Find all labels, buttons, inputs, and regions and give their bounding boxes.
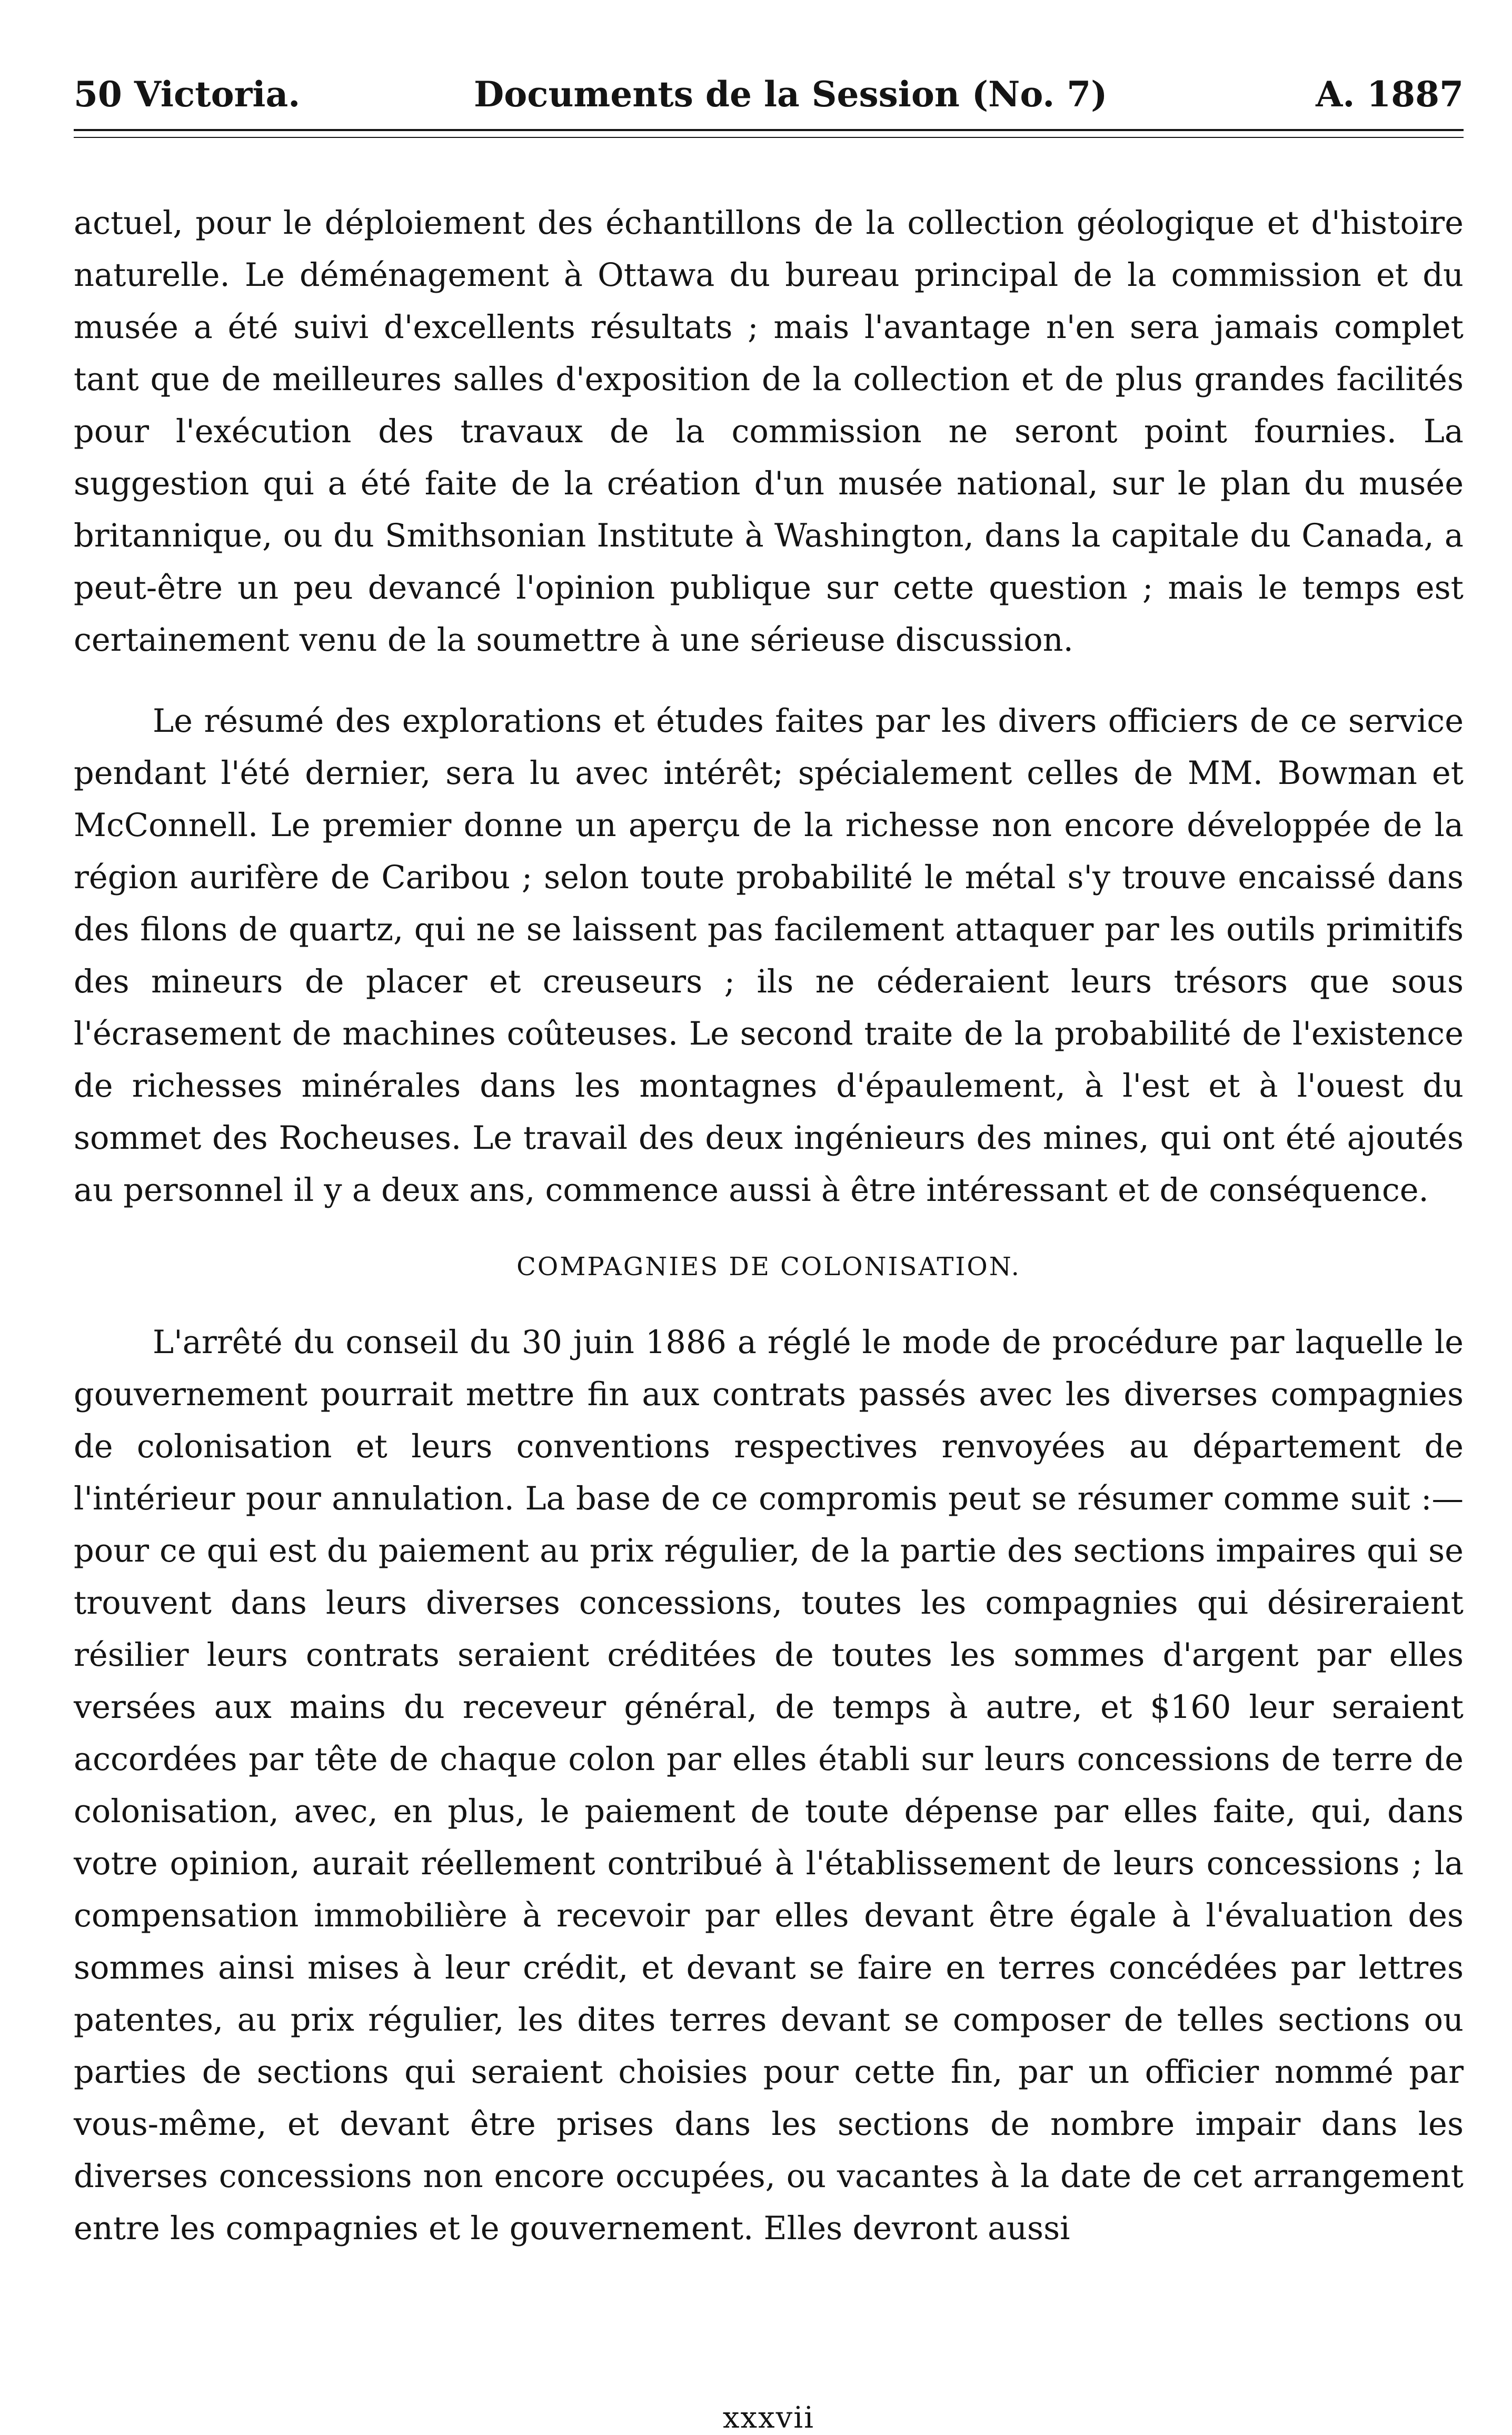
paragraph-colonisation: L'arrêté du conseil du 30 juin 1886 a réglé le mode de procédure par laquelle le gouvernement pourrait mettre fin aux contrats passés avec les diverses compagnies de colonisation et leurs conventions respectives renvoyées au département de l'intérieur pour annulation. La base de ce compromis peut se résumer comme suit :—pour ce qui est du paiement au prix régulier, de la partie des sections impaires qui se trouvent dans leurs diverses concessions, toutes les compagnies qui désireraient résilier leurs contrats seraient créditées de toutes les sommes d'argent par elles versées aux mains du receveur général, de temps à autre, et $160 leur seraient accordées par tête de chaque colon par elles établi sur leurs concessions de terre de colonisation, avec, en plus, le paiement de toute dépense par elles faite, qui, dans votre opinion, aurait réellement contribué à l'établissement de leurs concessions ; la compensation immobilière à recevoir par elles devant être égale à l'évaluation des sommes ainsi mises à leur crédit, et devant se faire en terres concédées par lettres patentes, au prix régulier, les dites terres devant se composer de telles sections ou parties de sections qui seraient choisies pour cette fin, par un officier nommé par vous-même, et devant être prises dans les sections de nombre impair dans les diverses concessions non encore occupées, ou vacantes à la date de cet arrangement entre les compagnies et le gouvernement. Elles devront aussi: [74, 1324, 1464, 2247]
section-heading: COMPAGNIES DE COLONISATION.: [516, 1252, 1021, 1281]
header-regnal-year: 50 Victoria.: [74, 74, 301, 115]
running-header: [74, 63, 1464, 121]
body-text: [74, 197, 1464, 2255]
header-year: A. 1887: [1316, 74, 1464, 115]
paragraph-museum: actuel, pour le déploiement des échantillons de la collection géologique et d'histoire naturelle. Le déménagement à Ottawa du bureau principal de la commission et du musée a été suivi d'excellents résultats ; mais l'avantage n'en sera jamais complet tant que de meilleures salles d'exposition de la collection et de plus grandes facilités pour l'exécution des travaux de la commission ne seront point fournies. La suggestion qui a été faite de la création d'un musée national, sur le plan du musée britannique, ou du Smithsonian Institute à Washington, dans la capitale du Canada, a peut-être un peu devancé l'opinion publique sur cette question ; mais le temps est certainement venu de la soumettre à une sérieuse discussion.: [74, 205, 1464, 659]
paragraph-gap: [74, 667, 1464, 695]
page-folio: xxxvii: [722, 2401, 815, 2435]
document-page: [74, 63, 1464, 2435]
paragraph-explorations: Le résumé des explorations et études faites par les divers officiers de ce service pendant l'été dernier, sera lu avec intérêt; spécialement celles de MM. Bowman et McConnell. Le premier donne un aperçu de la richesse non encore développée de la région aurifère de Caribou ; selon toute probabilité le métal s'y trouve encaissé dans des filons de quartz, qui ne se laissent pas facilement attaquer par les outils primitifs des mineurs de placer et creuseurs ; ils ne céderaient leurs trésors que sous l'écrasement de machines coûteuses. Le second traite de la probabilité de l'existence de richesses minérales dans les montagnes d'épaulement, à l'est et à l'ouest du sommet des Rocheuses. Le travail des deux ingénieurs des mines, qui ont été ajoutés au personnel il y a deux ans, commence aussi à être intéressant et de conséquence.: [74, 703, 1464, 1209]
header-rule-thick: [74, 129, 1464, 131]
header-document-title: Documents de la Session (No. 7): [474, 74, 1108, 115]
header-rule-thin: [74, 137, 1464, 138]
